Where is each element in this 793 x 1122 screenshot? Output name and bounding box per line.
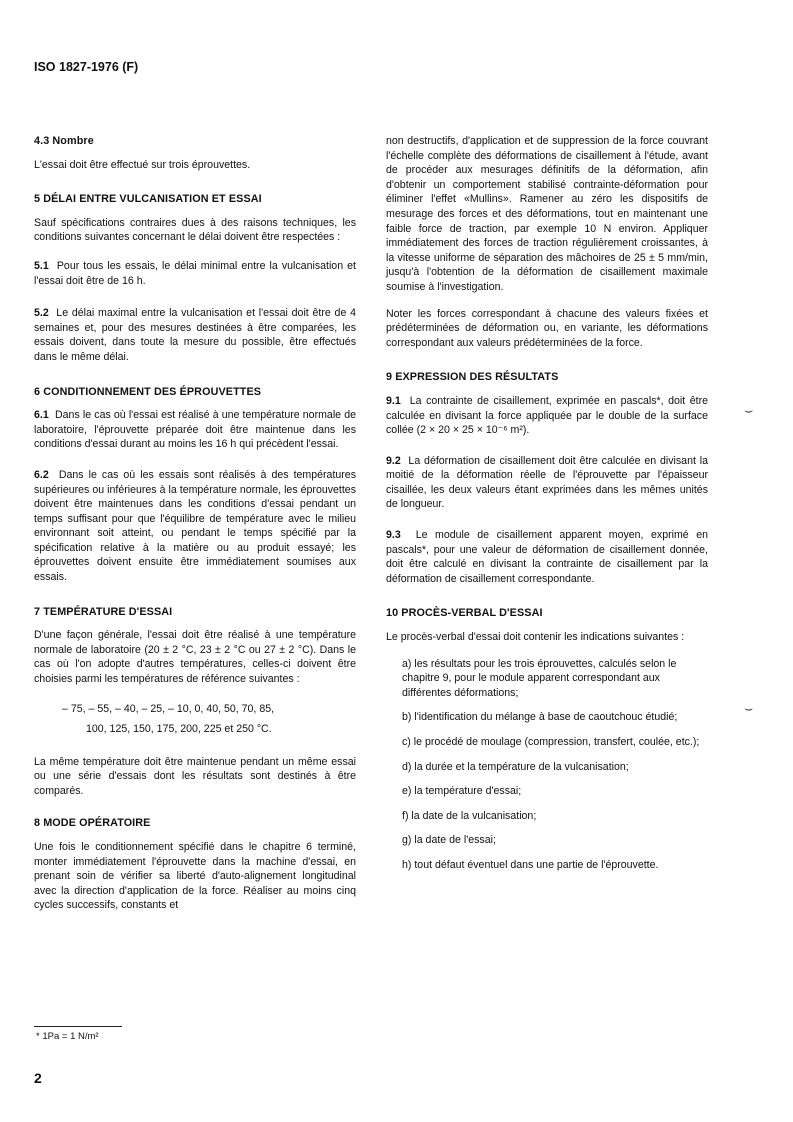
clause-9-1-text: La contrainte de cisaillement, exprimée en pascals*, doit être calculée en divisant la force appliquée par le double de la surface collée (2 × 20 × 25 × 10⁻⁶ m²). bbox=[386, 394, 708, 437]
footnote-divider bbox=[34, 1026, 122, 1027]
clause-5-2-text: Le délai maximal entre la vulcanisation et l'essai doit être de 4 semaines et, pour des mesures destinées à être comparées, les essais doivent, dans toute la mesure du possible, être effectués dans le même délai. bbox=[34, 307, 357, 363]
left-column bbox=[34, 134, 356, 913]
clause-6-1 bbox=[34, 408, 356, 452]
clause-9-1 bbox=[386, 394, 708, 438]
section-5-title: 5 DÉLAI ENTRE VULCANISATION ET ESSAI bbox=[34, 193, 262, 206]
clause-5-2 bbox=[34, 306, 356, 364]
clause-5-1-number: 5.1 bbox=[34, 259, 49, 272]
reference-temperatures-line-1: – 75, – 55, – 40, – 25, – 10, 0, 40, 50, 70, 85, bbox=[62, 702, 275, 715]
section-10-intro: Le procès-verbal d'essai doit contenir les indications suivantes : bbox=[386, 631, 685, 644]
right-column bbox=[386, 134, 708, 873]
clause-9-1-number: 9.1 bbox=[386, 394, 401, 407]
section-4-3-text: L'essai doit être effectué sur trois éprouvettes. bbox=[34, 158, 251, 171]
clause-6-1-number: 6.1 bbox=[34, 409, 49, 422]
section-6-title: 6 CONDITIONNEMENT DES ÉPROUVETTES bbox=[34, 385, 262, 398]
clause-9-2-text: La déformation de cisaillement doit être calculée en divisant la moitié de la déformation réelle de l'éprouvette par l'épaisseur cisaillée, les deux valeurs étant exprimées dans les mêmes unités de longueur. bbox=[386, 454, 708, 511]
footnote: * 1Pa = 1 N/m² bbox=[36, 1031, 99, 1042]
clause-9-2-number: 9.2 bbox=[386, 454, 401, 467]
margin-mark: ⌣ bbox=[744, 402, 754, 418]
document-header: ISO 1827-1976 (F) bbox=[34, 60, 139, 74]
section-10-title: 10 PROCÈS-VERBAL D'ESSAI bbox=[386, 607, 543, 620]
list-item: d) la durée et la température de la vulcanisation; bbox=[402, 760, 629, 773]
clause-5-1-text: Pour tous les essais, le délai minimal entre la vulcanisation et l'essai doit être de 16 h. bbox=[34, 259, 356, 287]
reference-temperatures-line-2: 100, 125, 150, 175, 200, 225 et 250 °C. bbox=[86, 722, 272, 735]
list-item: f) la date de la vulcanisation; bbox=[402, 809, 537, 822]
section-4-3-title: 4.3 Nombre bbox=[34, 135, 94, 147]
list-item: b) l'identification du mélange à base de caoutchouc étudié; bbox=[402, 711, 678, 724]
report-items-list bbox=[386, 657, 708, 873]
clause-9-3-number: 9.3 bbox=[386, 529, 401, 542]
section-7-title: 7 TEMPÉRATURE D'ESSAI bbox=[34, 605, 173, 618]
clause-6-2 bbox=[34, 468, 356, 585]
clause-6-1-text: Dans le cas où l'essai est réalisé à une température normale de laboratoire, l'éprouvette préparée doit être maintenue dans les conditions d'essai durant au moins les 16 h qui précèdent l'essai. bbox=[34, 409, 356, 451]
clause-6-2-text: Dans le cas où les essais sont réalisés à des températures supérieures ou inférieures à la température normale, les éprouvettes doivent être maintenues dans les conditions d'essai pendant un temps suffisant pour que l'équilibre de température avec le milieu environnant soit atteint, ou pendant le temps spécifié par la spécification relative à la matière ou au produit essayé; les éprouvettes doivent ensuite être immédiatement soumises aux essais. bbox=[34, 468, 356, 584]
list-item: c) le procédé de moulage (compression, transfert, coulée, etc.); bbox=[402, 736, 700, 748]
list-item: a) les résultats pour les trois éprouvettes, calculés selon le chapitre 9, pour le module apparent correspondant aux différentes déformations; bbox=[402, 657, 677, 699]
clause-5-2-number: 5.2 bbox=[34, 307, 49, 320]
list-item: e) la température d'essai; bbox=[402, 785, 522, 798]
page-number: 2 bbox=[34, 1070, 42, 1086]
clause-9-3 bbox=[386, 528, 708, 586]
section-8-continued: non destructifs, d'application et de suppression de la force couvrant l'échelle complète des déformations de cisaillement à l'étude, avant de procéder aux mesurages définitifs de la déformation, afin d'obtenir un comportement stabilisé contrainte-déformation pour éliminer l'effet «Mullins». Ramener au zéro les dispositifs de mesurage des forces et des déformations, tout en maintenant une faible force de traction, par exemple 10 N environ. Appliquer immédiatement des forces de traction régulièrement croissantes, à la vitesse uniforme de séparation des mâchoires de 25 ± 5 mm/min, jusqu'à l'obtention de la déformation de cisaillement maximale soumise à l'investigation. bbox=[386, 135, 708, 293]
clause-9-2 bbox=[386, 454, 708, 512]
section-8-title: 8 MODE OPÉRATOIRE bbox=[34, 817, 151, 830]
section-8-note: Noter les forces correspondant à chacune des valeurs fixées et prédéterminées de déformation ou, en variante, les déformations correspondant aux valeurs prédéterminées de la force. bbox=[386, 307, 708, 349]
section-5-intro: Sauf spécifications contraires dues à des raisons techniques, les conditions suivantes concernant le délai doivent être respectées : bbox=[34, 216, 356, 244]
section-7-text-2: La même température doit être maintenue pendant un même essai ou une série d'essais dont les résultats sont destinés à être comparés. bbox=[34, 755, 356, 797]
clause-5-1 bbox=[34, 259, 356, 288]
list-item: g) la date de l'essai; bbox=[402, 834, 496, 847]
section-9-title: 9 EXPRESSION DES RÉSULTATS bbox=[386, 371, 559, 384]
margin-mark: ⌣ bbox=[744, 700, 754, 716]
clause-9-3-text: Le module de cisaillement apparent moyen, exprimé en pascals*, pour une valeur de déformation de cisaillement donnée, doit être calculé en divisant la contrainte de cisaillement par la déformation de cisaillement correspondante. bbox=[386, 529, 708, 585]
section-8-text: Une fois le conditionnement spécifié dans le chapitre 6 terminé, monter immédiatement l'éprouvette dans la machine d'essai, en prenant soin de vérifier sa liberté d'auto-alignement longitudinal avec la direction d'application de la force. Réaliser au moins cinq cycles successifs, constants et bbox=[34, 841, 356, 912]
list-item: h) tout défaut éventuel dans une partie de l'éprouvette. bbox=[402, 858, 659, 871]
clause-6-2-number: 6.2 bbox=[34, 468, 49, 481]
section-7-text: D'une façon générale, l'essai doit être réalisé à une température normale de laboratoire (20 ± 2 °C, 23 ± 2 °C ou 27 ± 2 °C). Dans le cas où l'on adopte d'autres températures, celles-ci doivent être choisies parmi les températures de référence suivantes : bbox=[34, 629, 356, 686]
